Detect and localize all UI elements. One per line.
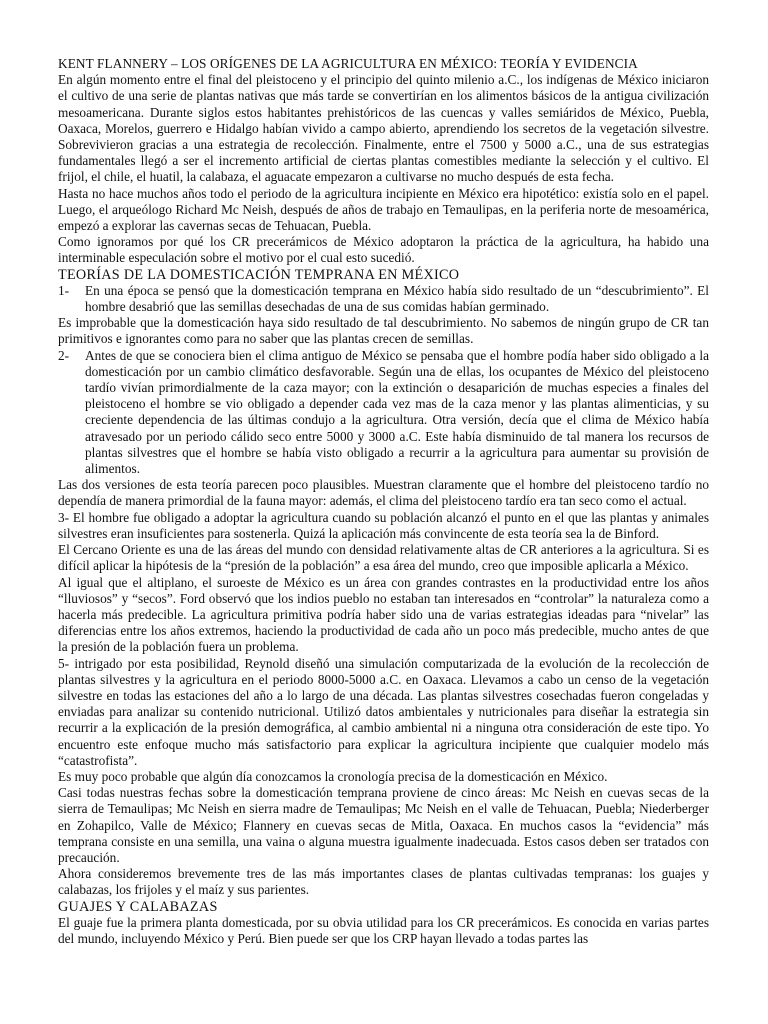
- plant-classes-paragraph: Ahora consideremos brevemente tres de las más importantes clases de plantas cultivadas tempranas: los guajes y calabazas, los frijoles y el maíz y sus parientes.: [58, 866, 709, 898]
- intro-paragraph-2: Hasta no hace muchos años todo el periodo de la agricultura incipiente en México era hipotético: existía solo en el papel. Luego, el arqueólogo Richard Mc Neish, después de años de trabajo en Temaulipas, en la periferia norte de mesoamérica, empezó a explorar las cavernas secas de Tehuacan, Puebla.: [58, 185, 709, 234]
- section-heading-theories: TEORÍAS DE LA DOMESTICACIÓN TEMPRANA EN MÉXICO: [58, 266, 460, 283]
- chronology-paragraph: Es muy poco probable que algún día conozcamos la cronología precisa de la domesticación en México.: [58, 768, 608, 784]
- document-title: KENT FLANNERY – LOS ORÍGENES DE LA AGRICULTURA EN MÉXICO: TEORÍA Y EVIDENCIA: [58, 56, 638, 71]
- theory-1-comment: Es improbable que la domesticación haya sido resultado de tal descubrimiento. No sabemos de ningún grupo de CR tan primitivos e ignorantes como para no saber que las plantas crecen de semillas.: [58, 315, 709, 347]
- theory-3-near-east-paragraph: El Cercano Oriente es una de las áreas del mundo con densidad relativamente altas de CR anteriores a la agricultura. Si es difícil aplicar la hipótesis de la “presión de la población” a esa área del mundo, creo que imposible aplicarla a México.: [58, 542, 709, 574]
- theory-1-text: En una época se pensó que la domesticación temprana en México había sido resultado de un “descubrimiento”. El hombre desabrió que las semillas desechadas de una de sus comidas habían germinado.: [85, 282, 709, 315]
- theory-5-paragraph: 5- intrigado por esta posibilidad, Reynold diseñó una simulación computarizada de la evolución de la recolección de plantas silvestres y la agricultura en el periodo 8000-5000 a.C. en Oaxaca. Llevamos a cabo un censo de la vegetación silvestre en todas las estaciones del año a lo largo de una década. Las plantas silvestres cosechadas fueron congeladas y enviadas para analizar su contenido nutricional. Utilizó datos ambientales y nutricionales para diseñar la estrategia sin recurrir a la explicación de la presión demográfica, al cambio ambiental ni a ninguna otra consideración de este tipo. Yo encuentro este enfoque mucho más satisfactorio para explicar la agricultura incipiente que cualquier modelo más “catastrofista”.: [58, 655, 709, 768]
- theory-2-comment: Las dos versiones de esta teoría parecen poco plausibles. Muestran claramente que el hombre del pleistoceno tardío no dependía de manera primordial de la fauna mayor: además, el clima del pleistoceno tardío era tan seco como el actual.: [58, 477, 709, 509]
- theory-2-item: [58, 348, 709, 478]
- theory-1-item: [58, 283, 709, 315]
- guajes-paragraph: El guaje fue la primera planta domesticada, por su obvia utilidad para los CR precerámicos. Es conocida en varias partes del mundo, incluyendo México y Perú. Bien puede ser que los CRP hayan llevado a todas partes las: [58, 914, 709, 946]
- theory-2-text: Antes de que se conociera bien el clima antiguo de México se pensaba que el hombre podía haber sido obligado a la domesticación por un cambio climático desfavorable. Según una de ellas, los ocupantes de México del pleistoceno tardío vivían primordialmente de la caza mayor; con la extinción o desaparición de muchas especies a finales del pleistoceno el hombre se vio obligado a depender cada vez mas de la caza menor y las plantas alimenticias, y su creciente dependencia de las últimas condujo a la agricultura. Otra versión, decía que el clima de México había atravesado por un periodo cálido seco entre 5000 y 3000 a.C. Este había disminuido de tal manera los recursos de plantas silvestres que el hombre se había visto obligado a recurrir a la agricultura para aumentar su provisión de alimentos.: [85, 347, 709, 477]
- intro-paragraph-1: En algún momento entre el final del pleistoceno y el principio del quinto milenio a.C., los indígenas de México iniciaron el cultivo de una serie de plantas nativas que más tarde se convertirían en los alimentos básicos de la antigua civilización mesoamericana. Durante siglos estos habitantes prehistóricos de las cuencas y valles semiáridos de México, Puebla, Oaxaca, Morelos, guerrero e Hidalgo habían vivido a campo abierto, aprendiendo los secretos de la vegetación silvestre. Sobrevivieron gracias a una estrategia de recolección. Finalmente, entre el 7500 y 5000 a.C., una de sus estrategias fundamentales llegó a ser el incremento artificial de ciertas plantas comestibles mediante la selección y el cultivo. El frijol, el chile, el huatil, la calabaza, el aguacate empezaron a cultivarse no mucho después de esta fecha.: [58, 72, 709, 185]
- theory-2-number: 2-: [58, 347, 70, 363]
- theory-1-number: 1-: [58, 282, 70, 298]
- theory-3-paragraph: 3- El hombre fue obligado a adoptar la agricultura cuando su población alcanzó el punto en el que las plantas y animales silvestres eran insuficientes para sostenerla. Quizá la aplicación más convincente de esta teoría sea la de Binford.: [58, 509, 709, 541]
- intro-paragraph-3: Como ignoramos por qué los CR precerámicos de México adoptaron la práctica de la agricultura, ha habido una interminable especulación sobre el motivo por el cual esto sucedió.: [58, 234, 709, 266]
- document-page: [58, 56, 709, 947]
- evidence-paragraph: Casi todas nuestras fechas sobre la domesticación temprana proviene de cinco áreas: Mc Neish en cuevas secas de la sierra de Temaulipas; Mc Neish en sierra madre de Temaulipas; Mc Neish en el valle de Tehuacan, Puebla; Niederberger en Zohapilco, Valle de México; Flannery en cuevas secas de Mitla, Oaxaca. En muchos casos la “evidencia” más temprana consiste en una semilla, una vaina o alguna muestra igualmente inadecuada. Estos casos deben ser tratados con precaución.: [58, 785, 709, 865]
- theory-3-altiplano-paragraph: Al igual que el altiplano, el suroeste de México es un área con grandes contrastes en la productividad entre los años “lluviosos” y “secos”. Ford observó que los indios pueblo no estaban tan interesados en “controlar” la naturaleza como a hacerla más predecible. La agricultura primitiva podría haber sido una de varias estrategias ideadas para “nivelar” las diferencias entre los años extremos, haciendo la productividad de cada año un poco más predecible, mucho antes de que la presión de la población fuera un problema.: [58, 574, 709, 655]
- section-heading-guajes: GUAJES Y CALABAZAS: [58, 898, 218, 915]
